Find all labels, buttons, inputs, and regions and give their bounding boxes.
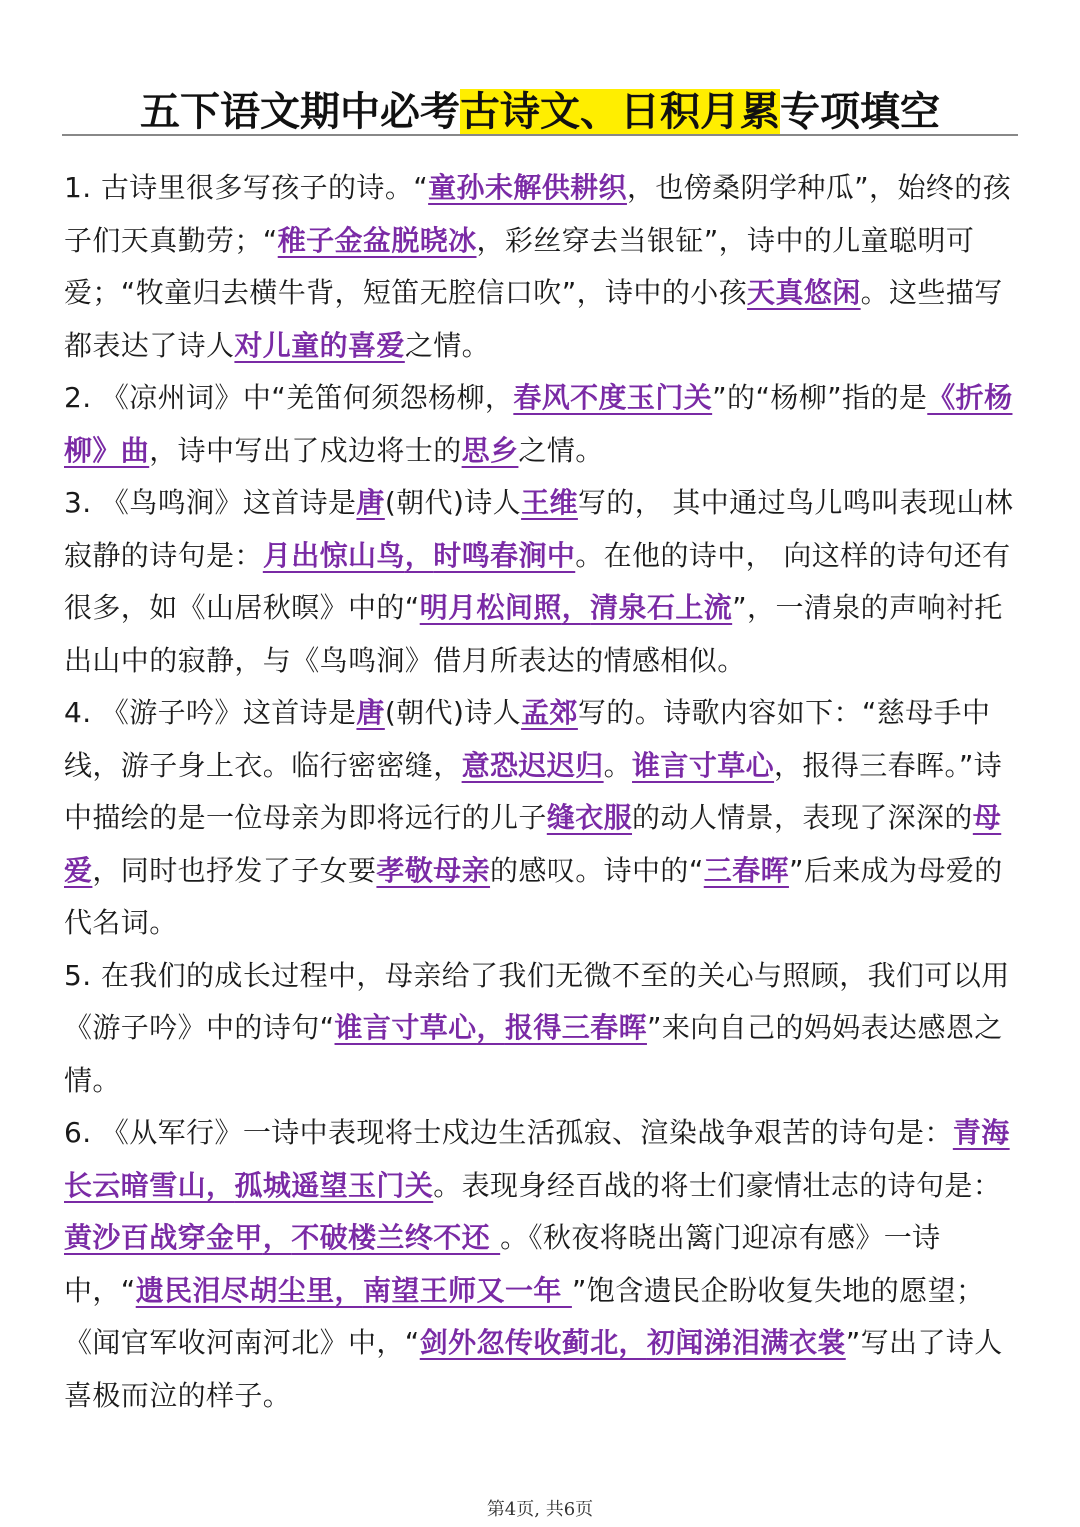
- question-text: 。表现身经百战的将士们豪情壮志的诗句是：: [433, 1168, 1002, 1202]
- answer-fill: 不破楼兰终不还: [291, 1221, 501, 1254]
- answer-fill: ，: [476, 1011, 505, 1044]
- question-item-2: [64, 372, 1018, 477]
- answer-fill: 南望王师又一年: [362, 1273, 572, 1307]
- answer-fill: ，: [561, 591, 591, 624]
- question-text: (朝代)诗人: [384, 696, 522, 729]
- answer-fill: 孤城遥望玉门关: [234, 1168, 434, 1202]
- answer-fill: 明月松间照: [419, 591, 562, 624]
- question-text: 。: [603, 748, 633, 782]
- answer-fill: ，: [334, 1273, 363, 1307]
- question-text: ，同时也抒发了子女要: [92, 853, 377, 887]
- answer-fill: ，: [404, 538, 434, 572]
- question-text: ”来向自己的妈妈表达感恩之情。: [64, 1011, 1003, 1097]
- question-text: ”饱含遗民企盼收复失地的愿望；《闻官军收河南河北》中，“: [64, 1273, 985, 1359]
- answer-fill: 母爱: [64, 801, 1002, 887]
- question-text: ，也傍桑阴学种瓜”，始终的孩子们天真勤劳；“: [64, 171, 1012, 257]
- answer-fill: 《折杨柳》曲: [64, 381, 1013, 467]
- answer-fill: 思乡: [461, 433, 519, 467]
- page-title: [0, 84, 1080, 140]
- question-text: (朝代)诗人: [384, 486, 522, 519]
- answer-fill: ，: [262, 1221, 292, 1254]
- question-text: 。这些描写都表达了诗人: [64, 276, 1003, 362]
- answer-fill: 月出惊山鸟: [262, 538, 405, 572]
- answer-fill: 清泉石上流: [590, 591, 733, 624]
- page-footer: 第4页, 共6页: [486, 1499, 594, 1520]
- question-text: 3. 《鸟鸣涧》这首诗是: [64, 486, 357, 519]
- question-item-4: [64, 687, 1018, 950]
- answer-fill: 初闻涕泪满衣裳: [646, 1326, 846, 1359]
- question-text: 写的。诗歌内容如下：“慈母手中线，游子身上衣。临行密密缝，: [64, 696, 991, 782]
- answer-fill: 黄沙百战穿金甲: [64, 1221, 263, 1254]
- title-pre: 五下语文期中必考: [140, 89, 460, 135]
- question-text: ，彩丝穿去当银钲”，诗中的儿童聪明可爱；“牧童归去横牛背，短笛无腔信口吹”，诗中的小孩: [64, 223, 975, 309]
- question-text: ”后来成为母爱的代名词。: [64, 853, 1003, 939]
- answer-fill: 孟郊: [521, 696, 578, 729]
- question-text: ，报得三春晖。”诗中描绘的是一位母亲为即将远行的儿子: [64, 748, 1003, 834]
- answer-fill: 意恐迟迟归: [461, 748, 604, 782]
- answer-fill: 剑外忽传收蓟北: [419, 1326, 619, 1359]
- question-text: 5. 在我们的成长过程中，母亲给了我们无微不至的关心与照顾，我们可以用《游子吟》中的诗句“: [64, 958, 1010, 1044]
- question-text: 。《秋夜将晓出篱门迎凉有感》一诗中，“: [64, 1221, 941, 1307]
- answer-fill: 谁言寸草心: [334, 1011, 477, 1044]
- question-text: 之情。: [518, 433, 604, 467]
- answer-fill: 天真悠闲: [747, 276, 861, 309]
- question-item-3: [64, 477, 1018, 687]
- question-text: ，诗中写出了戍边将士的: [149, 433, 462, 467]
- answer-fill: 稚子金盆脱晓冰: [277, 223, 477, 257]
- question-text: 4. 《游子吟》这首诗是: [64, 696, 357, 729]
- question-text: ”写出了诗人喜极而泣的样子。: [64, 1326, 1003, 1412]
- question-text: ”，一清泉的声响衬托出山中的寂静，与《鸟鸣涧》借月所表达的情感相似。: [64, 591, 1003, 677]
- answer-fill: 王维: [521, 486, 578, 519]
- answer-fill: 唐: [356, 486, 385, 519]
- question-text: 。在他的诗中， 向这样的诗句还有很多，如《山居秋暝》中的“: [64, 538, 1011, 624]
- answer-fill: 唐: [356, 696, 385, 729]
- answer-fill: 三春晖: [703, 853, 789, 887]
- answer-fill: 春风不度玉门关: [513, 381, 713, 414]
- title-divider: [62, 134, 1018, 136]
- question-text: 2. 《凉州词》中“羌笛何须怨杨柳，: [64, 381, 514, 414]
- answer-fill: 青海长云暗雪山: [64, 1116, 1010, 1202]
- question-item-6: [64, 1107, 1018, 1422]
- answer-fill: 童孙未解供耕织: [428, 171, 627, 204]
- answer-fill: ，: [618, 1326, 647, 1359]
- question-list: [64, 162, 1018, 1422]
- question-item-5: [64, 950, 1018, 1108]
- title-post: 专项填空: [780, 89, 940, 135]
- answer-fill: 时鸣春涧中: [433, 538, 576, 572]
- question-text: 的动人情景，表现了深深的: [632, 801, 973, 834]
- question-item-1: [64, 162, 1018, 372]
- question-text: 6. 《从军行》一诗中表现将士戍边生活孤寂、渲染战争艰苦的诗句是：: [64, 1116, 953, 1149]
- answer-fill: 谁言寸草心: [632, 748, 775, 782]
- question-text: 的感叹。诗中的“: [490, 853, 704, 887]
- answer-fill: 报得三春晖: [504, 1011, 647, 1044]
- question-text: 之情。: [404, 328, 491, 362]
- answer-fill: 对儿童的喜爱: [234, 328, 405, 362]
- question-text: 1. 古诗里很多写孩子的诗。“: [64, 171, 429, 204]
- answer-fill: 孝敬母亲: [376, 853, 491, 887]
- answer-fill: 遗民泪尽胡尘里: [135, 1273, 335, 1307]
- question-text: 写的， 其中通过鸟儿鸣叫表现山林寂静的诗句是：: [64, 486, 1014, 572]
- title-highlight: 古诗文、日积月累: [460, 89, 780, 135]
- answer-fill: 缝衣服: [546, 801, 633, 834]
- answer-fill: ，: [206, 1168, 235, 1202]
- question-text: ”的“杨柳”指的是: [712, 381, 928, 414]
